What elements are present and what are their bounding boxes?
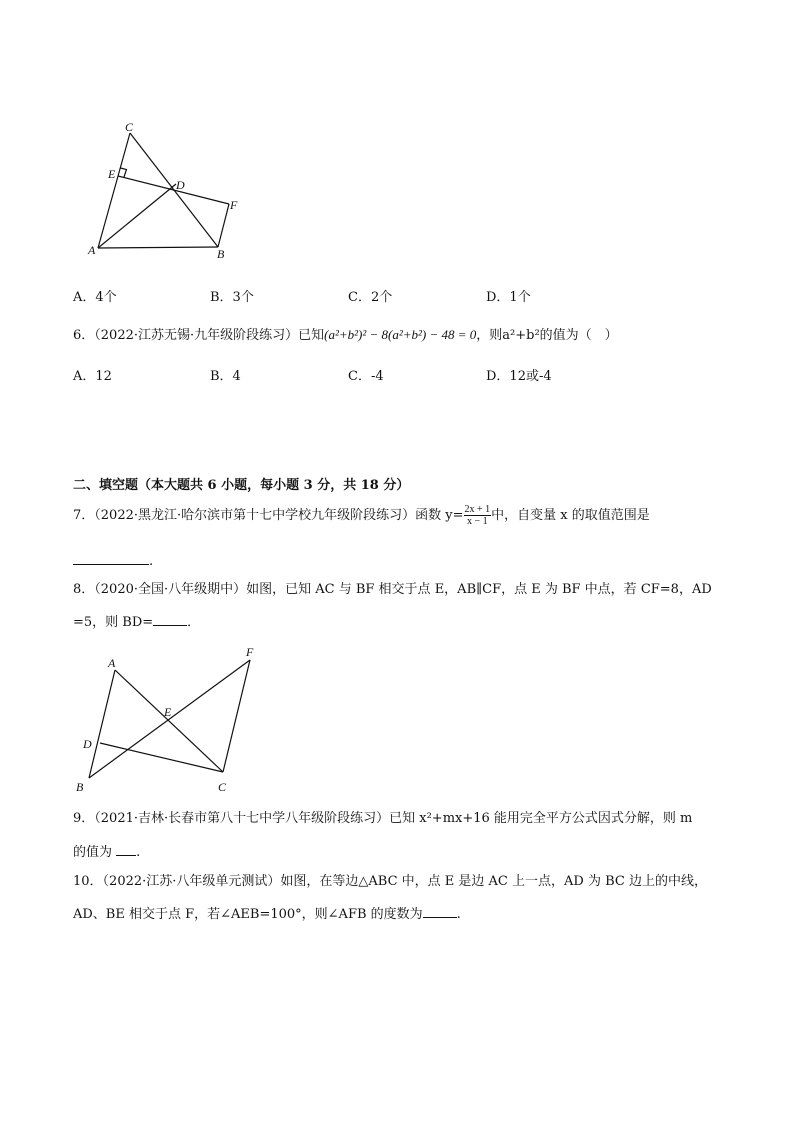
q10-end: . (456, 907, 461, 922)
q7-end: . (149, 554, 154, 569)
label-A: A (88, 243, 96, 257)
q10-line-2 (73, 905, 461, 923)
figure-1-diagram (80, 118, 250, 263)
q8-line-2 (73, 613, 200, 631)
q6-option-b: B．4 (210, 369, 241, 384)
label-B: B (76, 780, 84, 794)
segment-DC (100, 743, 223, 772)
q6-suffix: ，则a²+b²的值为（ ） (476, 328, 618, 343)
q8-line-1: 8．（2020·全国·八年级期中）如图，已知 AC 与 BF 相交于点 E，AB∥CF，点 E 为 BF 中点，若 CF=8，AD (73, 582, 712, 597)
q6-equation: (a²+b²)² − 8(a²+b²) − 48 = 0 (324, 327, 477, 342)
q5-option-d: D．1个 (486, 290, 531, 305)
q7-question (73, 504, 650, 527)
q7-answer-line (73, 552, 153, 570)
q10-line-1: 10．（2022·江苏·八年级单元测试）如图，在等边△ABC 中，点 E 是边 AC 上一点，AD 为 BC 边上的中线， (73, 874, 707, 889)
q6-option-a: A．12 (73, 369, 112, 384)
label-C: C (218, 780, 227, 794)
q5-option-a: A．4个 (73, 290, 117, 305)
q6-option-c: C．-4 (348, 369, 384, 384)
label-D: D (83, 737, 92, 751)
segment-AD (98, 184, 176, 248)
segment-FB (218, 204, 229, 247)
right-angle-mark (121, 168, 127, 177)
q7-fraction (464, 504, 492, 527)
q7-fraction-denominator: x − 1 (467, 516, 488, 527)
q5-option-c: C．2个 (348, 290, 393, 305)
q7-fraction-numerator: 2x + 1 (464, 504, 491, 515)
label-D: D (176, 178, 185, 192)
label-C: C (125, 120, 134, 134)
q6-option-d: D．12或-4 (486, 369, 552, 384)
q7-suffix: 中，自变量 x 的取值范围是 (491, 508, 650, 523)
label-E: E (108, 167, 116, 181)
label-F: F (246, 645, 254, 659)
segment-AC (115, 670, 223, 772)
segment-AC (98, 133, 130, 248)
figure-2-diagram (70, 642, 270, 797)
section-2-heading: 二、填空题（本大题共 6 小题，每小题 3 分，共 18 分） (73, 478, 410, 493)
segment-EF (118, 176, 229, 204)
label-B: B (217, 247, 225, 261)
q6-question (73, 327, 618, 344)
q9-line-1: 9．（2021·吉林·长春市第八十七中学八年级阶段练习）已知 x²+mx+16 能用完全平方公式因式分解，则 m (73, 811, 693, 826)
q9-line-2 (73, 843, 140, 861)
q8-end: ． (187, 615, 201, 630)
q9-end: . (136, 845, 141, 860)
q7-prefix: 7．（2022·黑龙江·哈尔滨市第十七中学校九年级阶段练习）函数 y= (73, 508, 464, 523)
q8-answer-blank (153, 613, 187, 626)
label-A: A (108, 656, 116, 670)
q9-answer-blank (116, 843, 136, 856)
segment-AB (98, 247, 218, 248)
q6-prefix: 6．（2022·江苏无锡·九年级阶段练习）已知 (73, 328, 325, 343)
q7-answer-blank (73, 552, 149, 565)
q8-line-2-text: =5，则 BD= (73, 615, 154, 630)
q5-option-b: B．3个 (210, 290, 254, 305)
q10-line-2-text: AD、BE 相交于点 F，若∠AEB=100°，则∠AFB 的度数为 (73, 907, 423, 922)
label-E: E (164, 705, 172, 719)
q9-line-2-text: 的值为 (73, 845, 113, 860)
label-F: F (230, 198, 238, 212)
q10-answer-blank (423, 905, 457, 918)
